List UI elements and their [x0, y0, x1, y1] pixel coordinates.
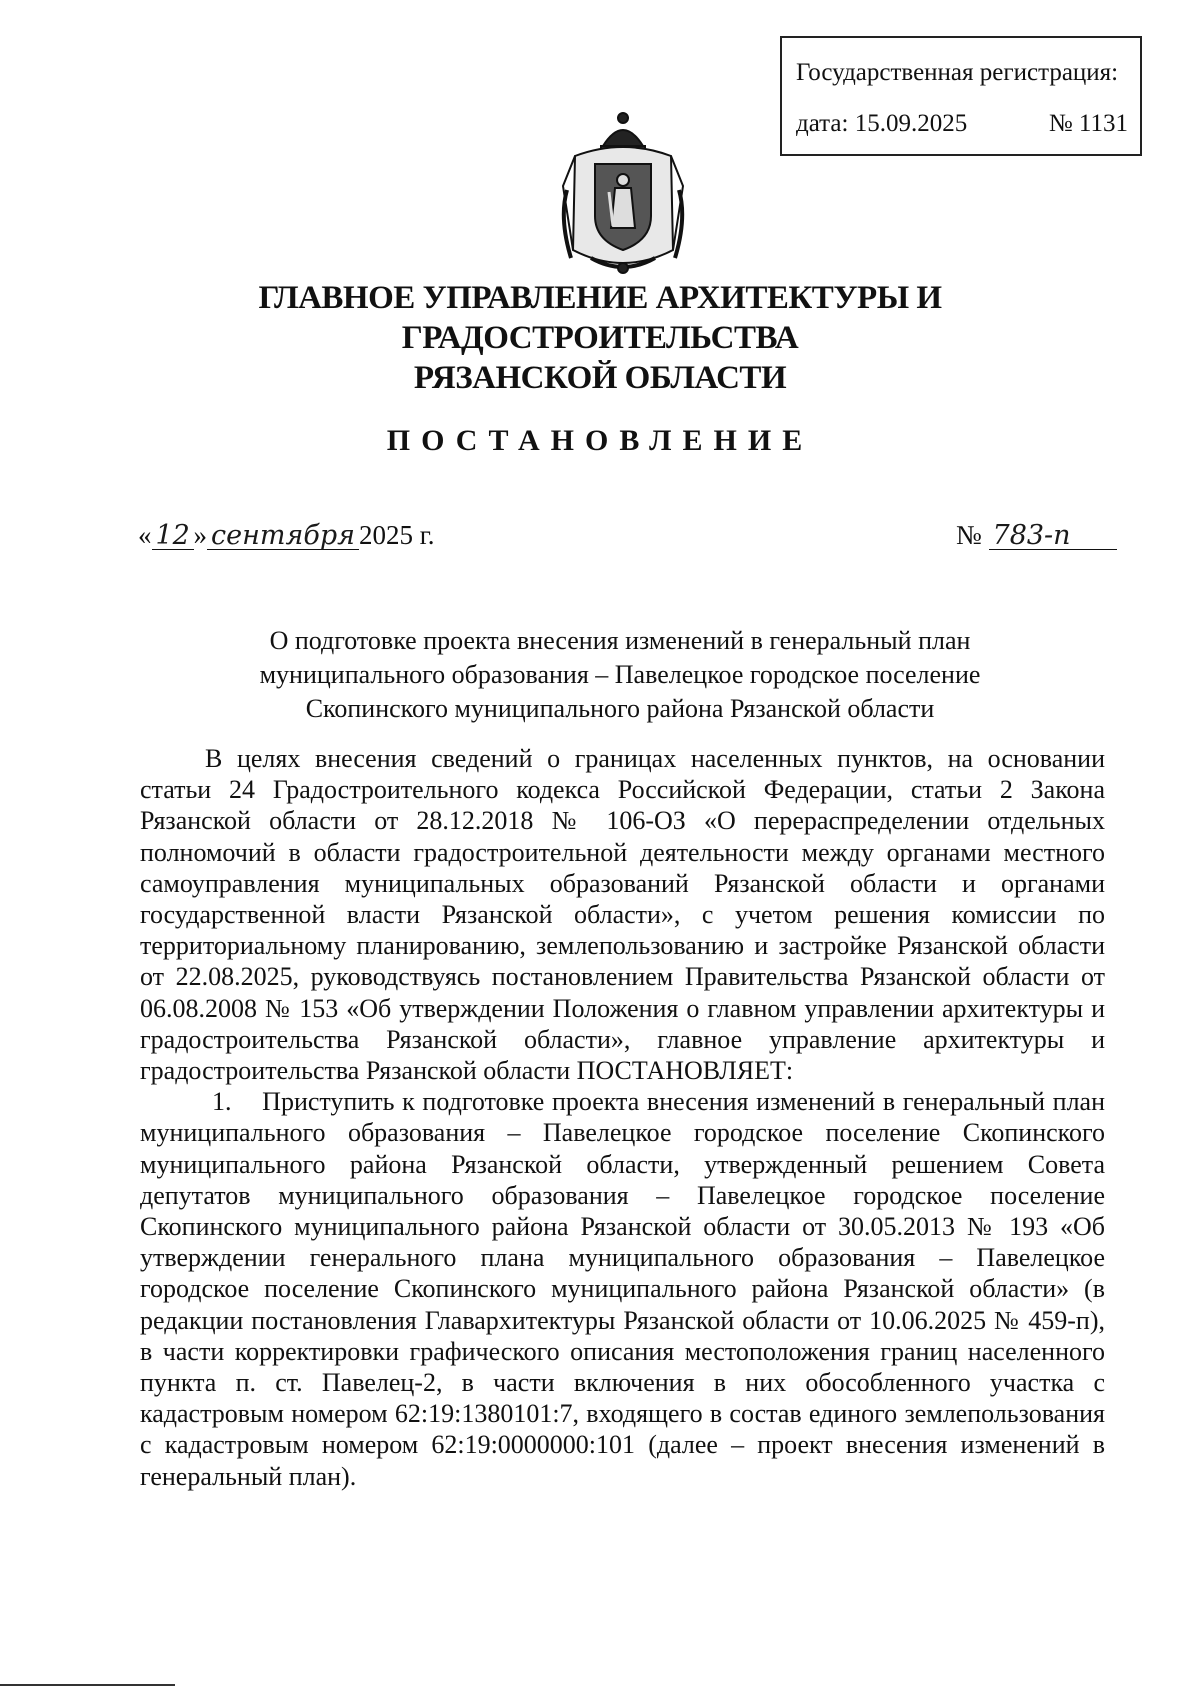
registration-details [796, 111, 1128, 136]
document-date [138, 520, 435, 551]
document-type: ПОСТАНОВЛЕНИЕ [386, 424, 814, 457]
agency-line-2: РЯЗАНСКОЙ ОБЛАСТИ [413, 360, 787, 396]
footer-divider [0, 1684, 175, 1686]
document-number [956, 520, 1117, 551]
number-value-handwritten: 783-п [989, 522, 1117, 550]
document-subject [100, 624, 1140, 726]
document-body [140, 743, 1105, 1492]
registration-number: № 1131 [1048, 110, 1128, 137]
registration-title: Государственная регистрация: [796, 59, 1119, 86]
registration-date: дата: 15.09.2025 [796, 110, 968, 137]
date-year: 2025 г. [359, 520, 435, 550]
date-day-handwritten: 12 [152, 522, 194, 550]
agency-name [60, 278, 1140, 398]
subject-line-2: муниципального образования – Павелецкое городское поселение [259, 660, 981, 689]
item-1-paragraph: 1. Приступить к подготовке проекта внесения изменений в генеральный план муниципального образования – Павелецкое городское поселение Скопинского муниципального района Рязанской области, утвержденный решением Совета депутатов муниципального образования – Павелецкое городское поселение Скопинского муниципального района Рязанской области от 30.05.2013 № 193 «Об утверждении генерального плана муниципального образования – Павелецкое городское поселение Скопинского муниципального района Рязанской области» (в редакции постановления Главархитектуры Рязанской области от 10.06.2025 № 459-п), в части корректировки графического описания местоположения границ населенного пункта п. ст. Павелец-2, в части включения в них обособленного участка с кадастровым номером 62:19:1380101:7, входящего в состав единого землепользования с кадастровым номером 62:19:0000000:101 (далее – проект внесения изменений в генеральный план). [140, 1087, 1105, 1491]
registration-stamp [780, 36, 1142, 156]
date-close-quote: » [193, 520, 207, 550]
subject-line-3: Скопинского муниципального района Рязанской области [305, 694, 935, 723]
subject-line-1: О подготовке проекта внесения изменений в генеральный план [269, 626, 971, 655]
preamble-paragraph: В целях внесения сведений о границах населенных пунктов, на основании статьи 24 Градостроительного кодекса Российской Федерации, статьи 2 Закона Рязанской области от 28.12.2018 № 106-ОЗ «О перераспределении отдельных полномочий в области градостроительной деятельности между органами местного самоуправления муниципальных образований Рязанской области и органами государственной власти Рязанской области», с учетом решения комиссии по территориальному планированию, землепользованию и застройке Рязанской области от 22.08.2025, руководствуясь постановлением Правительства Рязанской области от 06.08.2008 № 153 «Об утверждении Положения о главном управлении архитектуры и градостроительства Рязанской области», главное управление архитектуры и градостроительства Рязанской области ПОСТАНОВЛЯЕТ: [140, 744, 1105, 1086]
ryazan-coat-of-arms-icon [555, 108, 691, 283]
agency-line-1: ГЛАВНОЕ УПРАВЛЕНИЕ АРХИТЕКТУРЫ И ГРАДОСТРОИТЕЛЬСТВА [258, 280, 942, 356]
number-label: № [956, 520, 982, 550]
date-open-quote: « [138, 520, 152, 550]
date-month-handwritten: сентября [207, 522, 359, 550]
